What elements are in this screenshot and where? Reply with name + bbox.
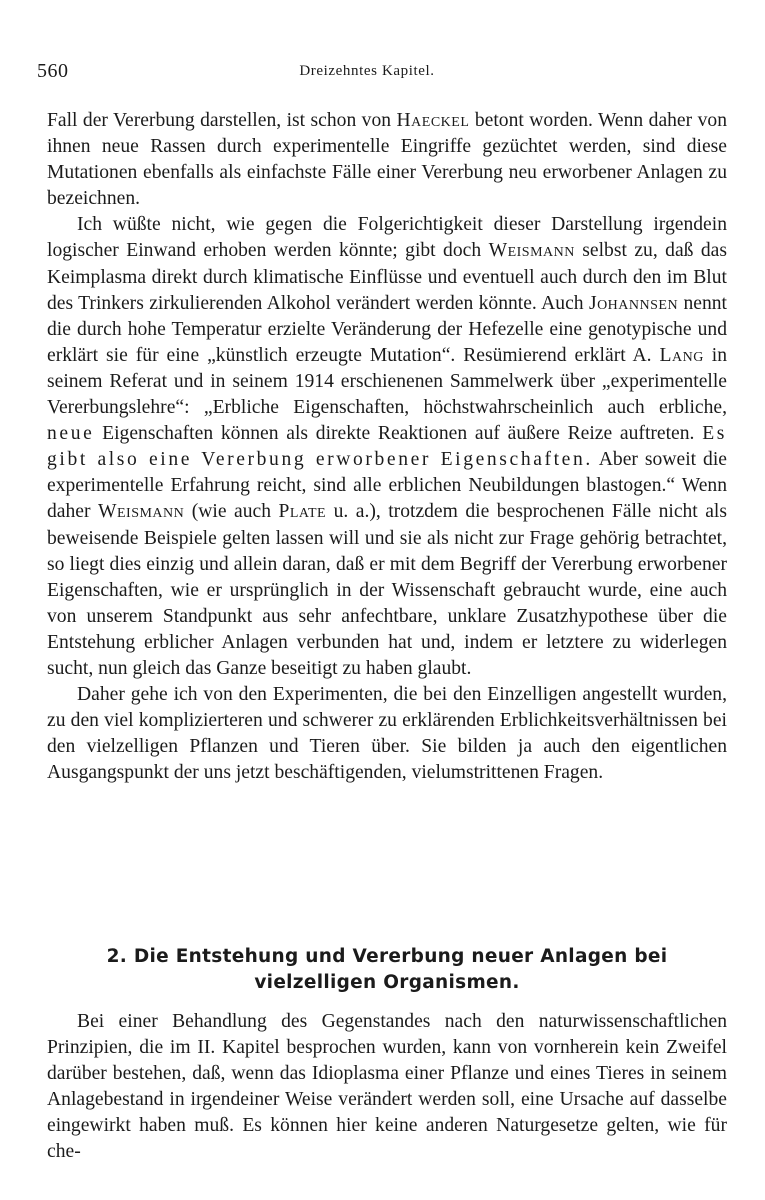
author-name-plate: Plate bbox=[278, 501, 327, 523]
author-name-lang: Lang bbox=[659, 344, 704, 366]
text-run: in seinem Referat und in seinem 1914 erschienenen Sammelwerk über „experimentelle Vererbungslehre“: „Erbliche Eigenschaften, höchstwahrscheinlich auch erbliche, bbox=[47, 344, 727, 419]
paragraph-2 bbox=[47, 212, 727, 682]
section-heading-line-1: 2. Die Entstehung und Vererbung neuer Anlagen bei bbox=[106, 946, 668, 967]
section-heading bbox=[47, 944, 727, 996]
text-run: nennt die durch hohe Temperatur erzielte Veränderung der Hefezelle eine genotypische und erklärt sie für eine „künstlich erzeugte Mutation“. Resümierend erklärt A. bbox=[47, 292, 727, 366]
page-header bbox=[37, 60, 727, 88]
text-run: betont worden. Wenn daher von ihnen neue Rassen durch experimentelle Eingriffe gezüchtet werden, sind diese Mutationen ebenfalls als einfachste Fälle einer Vererbung neu erworbener Anlagen zu bezeichnen. bbox=[47, 110, 727, 210]
text-run: Eigenschaften können als direkte Reaktionen auf äußere Reize auftreten. bbox=[94, 423, 703, 445]
emphasis-quote: Es gibt also eine Vererbung erworbener Eigenschaften. bbox=[47, 423, 727, 471]
author-name-weismann: Weismann bbox=[97, 501, 185, 523]
text-run: Aber soweit die experimentelle Erfahrung reicht, sind alle erblichen Neubildungen blastogen.“ Wenn daher bbox=[47, 449, 727, 523]
author-name-weismann: Weismann bbox=[488, 240, 575, 262]
text-run: u. a.), trotzdem die besprochenen Fälle nicht als beweisende Beispiele gelten lassen will und sie als nicht zur Frage gehörig betrachtet, so liegt dies einzig und allein daran, daß er mit dem Begriff der Vererbung erworbener Eigenschaften, wie er ursprünglich in der Wissenschaft gebraucht wurde, eine auch von unserem Standpunkt aus sehr anfechtbare, unklare Zusatzhypothese über die Entstehung erblicher Anlagen verbunden hat und, indem er letztere zu widerlegen sucht, nun gleich das Ganze beseitigt zu haben glaubt. bbox=[47, 501, 727, 679]
body-text bbox=[47, 108, 727, 786]
text-run: Ich wüßte nicht, wie gegen die Folgerichtigkeit dieser Darstellung irgendein logischer Einwand erhoben werden könnte; gibt doch bbox=[47, 214, 727, 262]
book-page bbox=[37, 0, 727, 1200]
text-run: (wie auch bbox=[184, 501, 279, 523]
paragraph-1 bbox=[47, 108, 727, 212]
paragraph-3: Daher gehe ich von den Experimenten, die bei den Einzelligen angestellt wurden, zu den viel komplizierteren und schwerer zu erklärenden Erblichkeitsverhältnissen bei den vielzelligen Pflanzen und Tieren über. Sie bilden ja auch den eigentlichen Ausgangspunkt der uns jetzt beschäftigenden, vielumstrittenen Fragen. bbox=[47, 684, 727, 784]
text-run: Fall der Vererbung darstellen, ist schon von bbox=[47, 110, 397, 131]
paragraph-4: Bei einer Behandlung des Gegenstandes nach den naturwissenschaftlichen Prinzipien, die im II. Kapitel besprochen wurden, kann von vornherein kein Zweifel darüber bestehen, daß, wenn das Idioplasma einer Pflanze und eines Tieres in seinem Anlagebestand in irgendeiner Weise verändert werden soll, eine Ursache auf dasselbe eingewirkt haben muß. Es können hier keine anderen Naturgesetze gelten, wie für che- bbox=[47, 1011, 727, 1163]
author-name-johannsen: Johannsen bbox=[588, 292, 679, 314]
page-number: 560 bbox=[37, 60, 69, 82]
text-run: selbst zu, daß das Keimplasma direkt durch klimatische Einflüsse und eventuell auch durch den im Blut des Trinkers zirkulierenden Alkohol verändert werden könnte. Auch bbox=[47, 240, 727, 314]
running-head: Dreizehntes Kapitel. bbox=[299, 63, 435, 79]
section-heading-line-2: vielzelligen Organismen. bbox=[254, 972, 520, 993]
section-body bbox=[47, 1009, 727, 1166]
author-name-haeckel: Haeckel bbox=[396, 110, 470, 131]
emphasis-neue: neue bbox=[47, 423, 95, 445]
